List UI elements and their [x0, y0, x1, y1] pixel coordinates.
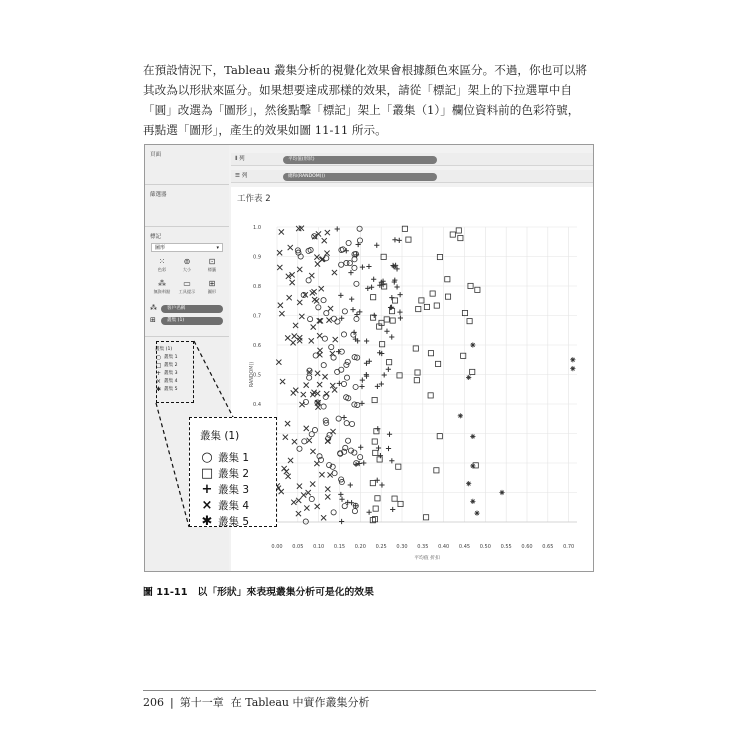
- legend-label: 叢集 4: [218, 499, 250, 512]
- x-tick-label: 0.20: [354, 544, 366, 550]
- figure-number: 圖 11-11: [143, 587, 188, 598]
- columns-shelf-label: ⦀ 列: [235, 156, 245, 162]
- legend-label: 叢集 3: [218, 483, 250, 496]
- tooltip-icon: ▭: [183, 279, 191, 288]
- mark-pill-customer[interactable]: 客戶名稱: [161, 305, 223, 313]
- circle-icon: ○: [155, 354, 162, 361]
- shape-icon: ⊞: [150, 316, 156, 324]
- legend-label: 叢集 5: [218, 515, 250, 528]
- legend-item-zoomed: [200, 497, 276, 513]
- x-tick-label: 0.60: [521, 544, 533, 550]
- size-icon: ⊚: [183, 257, 191, 266]
- chapter-title: 在 Tableau 中實作叢集分析: [230, 696, 370, 709]
- legend-label: 叢集 4: [164, 379, 178, 384]
- x-tick-label: 0.45: [458, 544, 471, 550]
- x-tick-label: 0.30: [396, 544, 408, 550]
- asterisk-icon: ✱: [201, 513, 213, 529]
- legend-label: 叢集 1: [218, 451, 250, 464]
- x-tick-label: 0.10: [313, 544, 325, 550]
- rows-shelf-label: ☰ 列: [235, 173, 248, 179]
- legend-item-zoomed: [200, 465, 276, 481]
- x-tick-label: 0.00: [271, 544, 283, 550]
- label-button-label: 標籤: [207, 267, 217, 272]
- shape-icon: ⊞: [208, 279, 216, 288]
- chapter-label: 第十一章: [179, 696, 224, 709]
- rows-label: 列: [241, 173, 248, 179]
- paragraph-line: 在預設情況下，Tableau 叢集分析的視覺化效果會根據顏色來區分。不過，你也可以將: [143, 63, 587, 77]
- legend-label: 叢集 2: [164, 363, 178, 368]
- paragraph-line: 「圓」改選為「圖形」，然後點擊「標記」架上「叢集（1）」欄位資料前的色彩符號，: [143, 103, 580, 117]
- x-tick-label: 0.55: [500, 544, 512, 550]
- x-tick-label: 0.35: [417, 544, 429, 550]
- paragraph-line: 其改為以形狀來區分。如果想要達成那樣的效果，請從「標記」架上的下拉選單中自: [143, 83, 572, 97]
- circle-icon: ○: [201, 449, 213, 465]
- x-tick-label: 0.65: [542, 544, 554, 550]
- plus-icon: +: [155, 370, 162, 377]
- legend-label: 叢集 5: [164, 387, 178, 392]
- shape-button-label: 圖形: [207, 289, 217, 294]
- footer-rule: [143, 690, 596, 691]
- cross-icon: ×: [155, 378, 162, 385]
- y-tick-label: 0.7: [253, 313, 261, 320]
- figure-text: 以「形狀」來表現叢集分析可是化的效果: [197, 587, 374, 598]
- color-button-label: 色彩: [157, 267, 167, 272]
- tableau-screenshot: [144, 144, 594, 572]
- legend-item-zoomed: [200, 449, 276, 465]
- legend-title-zoomed: 叢集 (1): [200, 430, 240, 442]
- columns-label: 列: [239, 156, 245, 162]
- shape-legend-zoomed: [189, 417, 277, 527]
- legend-label: 叢集 2: [218, 467, 250, 480]
- x-tick-label: 0.50: [479, 544, 491, 550]
- rows-pill[interactable]: 總和(RANDOM()): [283, 173, 437, 181]
- chevron-down-icon: ▾: [216, 245, 219, 251]
- legend-label: 叢集 3: [164, 371, 178, 376]
- x-tick-label: 0.25: [375, 544, 387, 550]
- x-tick-label: 0.40: [438, 544, 450, 550]
- mark-type-value: 圖形: [155, 245, 166, 251]
- x-axis-label: 平均值 折扣: [414, 556, 440, 561]
- tooltip-button-label: 工具提示: [178, 289, 196, 294]
- page-footer: 206 | 第十一章 在 Tableau 中實作叢集分析: [143, 696, 370, 709]
- y-tick-label: 0.6: [253, 343, 261, 349]
- y-tick-label: 0.4: [253, 402, 261, 408]
- size-button-label: 大小: [182, 267, 192, 272]
- label-icon: ⊡: [208, 257, 216, 266]
- plus-icon: +: [201, 481, 213, 497]
- sheet-title: 工作表 2: [237, 194, 271, 204]
- x-tick-label: 0.70: [563, 544, 575, 550]
- figure-caption: [143, 584, 374, 598]
- legend-title: 叢集 (1): [155, 347, 173, 352]
- y-tick-label: 1.0: [253, 225, 261, 231]
- legend-item-zoomed: [200, 513, 276, 529]
- marks-label: 標記: [150, 234, 162, 240]
- legend-item-zoomed: [200, 481, 276, 497]
- detail-icon: ⁂: [158, 279, 166, 288]
- detail-button-label: 無資料點: [153, 289, 171, 294]
- color-icon: ⁙: [158, 257, 166, 266]
- x-tick-label: 0.15: [333, 544, 346, 550]
- page-number: 206: [143, 696, 164, 709]
- x-tick-label: 0.05: [292, 544, 304, 550]
- square-icon: □: [200, 465, 214, 481]
- pages-label: 頁面: [150, 152, 162, 158]
- asterisk-icon: ✱: [155, 386, 162, 393]
- legend-label: 叢集 1: [164, 355, 178, 360]
- detail-icon: ⁂: [150, 304, 157, 312]
- y-tick-label: 0.5: [253, 372, 261, 379]
- y-axis-label: RANDOM(): [250, 361, 255, 388]
- mark-pill-cluster[interactable]: 叢集 (1): [161, 317, 223, 325]
- square-icon: □: [155, 362, 162, 369]
- cross-icon: ×: [201, 497, 213, 513]
- columns-pill[interactable]: 平均值(形狀): [283, 156, 437, 164]
- paragraph-line: 再點選「圖形」，產生的效果如圖 11-11 所示。: [143, 123, 387, 137]
- y-tick-label: 0.8: [253, 284, 261, 290]
- filters-label: 篩選器: [150, 192, 167, 198]
- body-paragraph: [143, 60, 611, 140]
- y-tick-label: 0.9: [253, 254, 261, 261]
